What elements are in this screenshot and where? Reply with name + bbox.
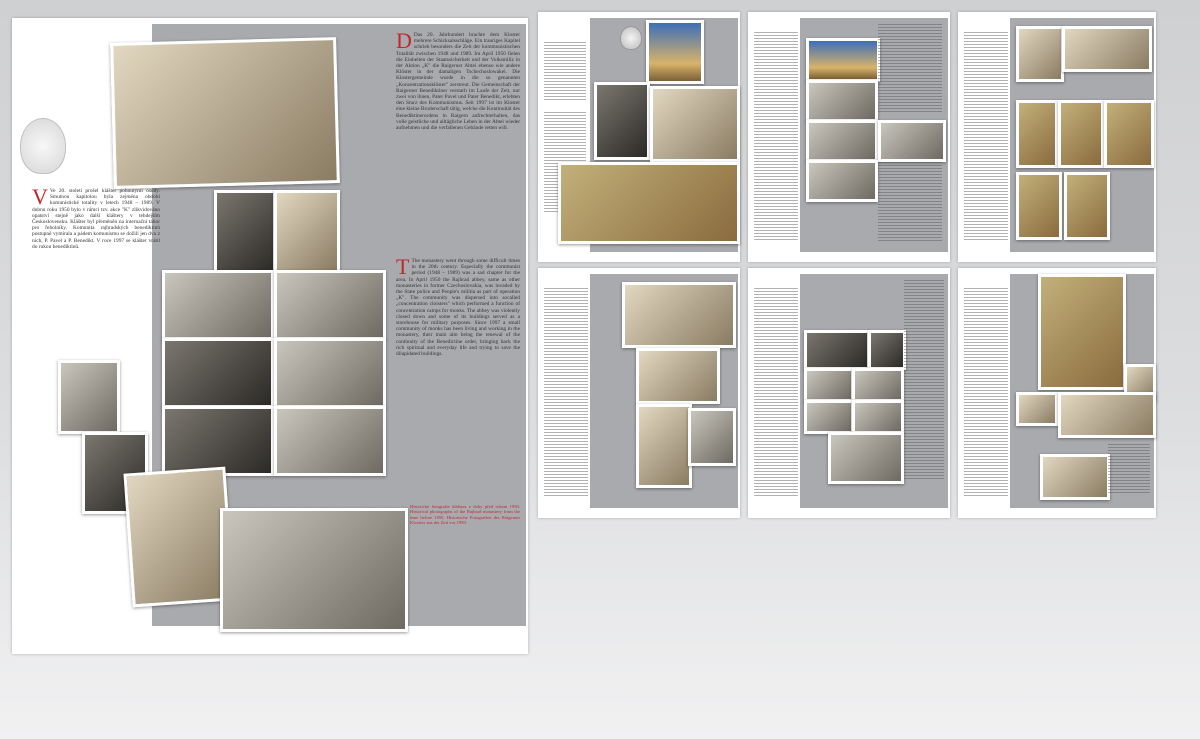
photo-statue [274,190,340,274]
thumb-photo [828,432,904,484]
thumbnail-panel-1[interactable] [538,12,740,262]
thumb-photo [646,20,704,84]
thumb-photo [636,348,720,404]
thumb-photo [852,368,904,402]
thumb-photo [594,82,650,160]
thumb-text [904,280,944,480]
main-poster [12,18,528,654]
photo-caption: Historické fotografie kláštera z doby před rokem 1950. Historical photographs of the Rajhrad monastery from the time before 1950. Historische Fotografien des Raigerner Klosters aus der Zeit vor 1950. [410,504,520,526]
thumb-photo [1058,100,1104,168]
thumb-photo [636,404,692,488]
thumb-text [754,32,798,242]
thumb-text [964,32,1008,242]
thumb-photo [1016,100,1058,168]
thumb-photo [1058,392,1156,438]
photo-library [162,270,274,340]
text-de: D Das 20. Jahrhundert brachte dem Kloster mehrere Schicksalsschläge. Ein trauriges Kapitel schrieb besonders die Zeit der kommunistischen Totalität zwischen 1948 und 1989. Im April 1950 fielen die Einheiten der Staatssicherheit und der Volksmiliz in der Aktion „K" die Raigerner Abtei ebenso wie andere Klöster in der damaligen Tschechoslowakei. Die Klostergemeinde wurde in die so genannten „Konzentrationsklöster" zerstreut. Die Gemeinschaft der Raigerner Benediktiner verstarb im Laufe der Zeit, nur zwei von ihnen, Pater Pavel und Pater Benedikt, erlebten den Sturz des Kommunismus. Seit 1997 ist im Kloster eine kleine Bruderschaft tätig, welche die Kontinuität des Benediktinerordens in Raigern aufrechterhalten, das volle geistliche und alltägliche Leben in der Abtei wieder aufnehmen und die verfallenen Gebäude retten will. [396,32,520,132]
thumb-photo [806,120,878,162]
thumb-photo [1016,172,1062,240]
thumb-photo [1038,274,1126,390]
thumb-text [1108,444,1150,494]
photo-cellar [162,406,274,476]
thumb-text [964,288,1008,498]
thumbnail-panel-6[interactable] [958,268,1156,518]
text-en: T The monastery went through some difficult times in the 20th century. Especially the communist period (1948 – 1989) was a sad chapter for the area. In April 1950 the Rajhrad abbey, same as other monasteries in former Czechoslovakia, was invaded by the State police and People's militia as part of operation „K". The community was dispersed into socalled „concentration cloisters" which performed a function of concentration camps for monks. The abbey was violently closed down and some of its buildings served as a storehouse for military purposes. Since 1997 a small community of monks has been living and working in the monastery, their main aim being the renewal of the continuity of the Benedictine order, bringing back the rich spiritual and everyday life and trying to save the dilapidated buildings. [396,258,520,358]
thumb-photo [622,282,736,348]
photo-aerial-view [220,508,408,632]
photo-church-towers [123,467,234,608]
intro-text-cz: V Ve 20. století prošel klášter pohnutými osudy. Smutnou kapitolou byla zejména období komunistické totality v letech 1948 – 1989. V dubnu roku 1950 bylo v rámci tzv. akce "K" zlikvidováno opatství stejně jako další kláštery v tehdejším Československu. Klášter byl přeměněn na internační tábor pro řeholníky. Komunita rajhradských benediktinů postupně vymírala a pádem komunismu se dožili jen dva z nich, P. Pavel a P. Benedikt. V roce 1997 se klášter vrátil do rukou benediktinů. [32,188,160,250]
thumb-photo [806,80,878,122]
thumb-photo [688,408,736,466]
crest-icon [20,118,66,174]
crest-icon [620,26,642,50]
thumb-photo [804,330,870,370]
thumb-photo [1104,100,1154,168]
thumbnail-panel-2[interactable] [748,12,950,262]
thumb-text [544,42,586,102]
thumb-photo [852,400,904,434]
thumb-photo [1016,26,1064,82]
photo-room-1 [274,270,386,340]
thumb-photo [804,368,854,402]
thumb-photo [1016,392,1058,426]
thumb-photo [1062,26,1152,72]
thumb-photo [1040,454,1110,500]
thumb-photo [558,162,740,244]
thumb-photo [650,86,740,162]
photo-corridor [214,190,276,274]
thumb-text [878,162,942,242]
photo-monastery-church [110,37,340,189]
thumb-photo [868,330,906,370]
thumb-text [878,24,942,114]
thumb-photo [878,120,946,162]
photo-hall [162,338,274,408]
thumbnail-panel-3[interactable] [958,12,1156,262]
photo-room-2 [274,338,386,408]
thumb-text [544,288,588,498]
thumb-text [754,288,798,498]
thumbnail-panel-5[interactable] [748,268,950,518]
thumb-photo [1064,172,1110,240]
thumb-photo [806,38,880,82]
photo-room-3 [274,406,386,476]
thumbnail-panel-4[interactable] [538,268,740,518]
thumb-photo [804,400,854,434]
thumb-photo [806,160,878,202]
